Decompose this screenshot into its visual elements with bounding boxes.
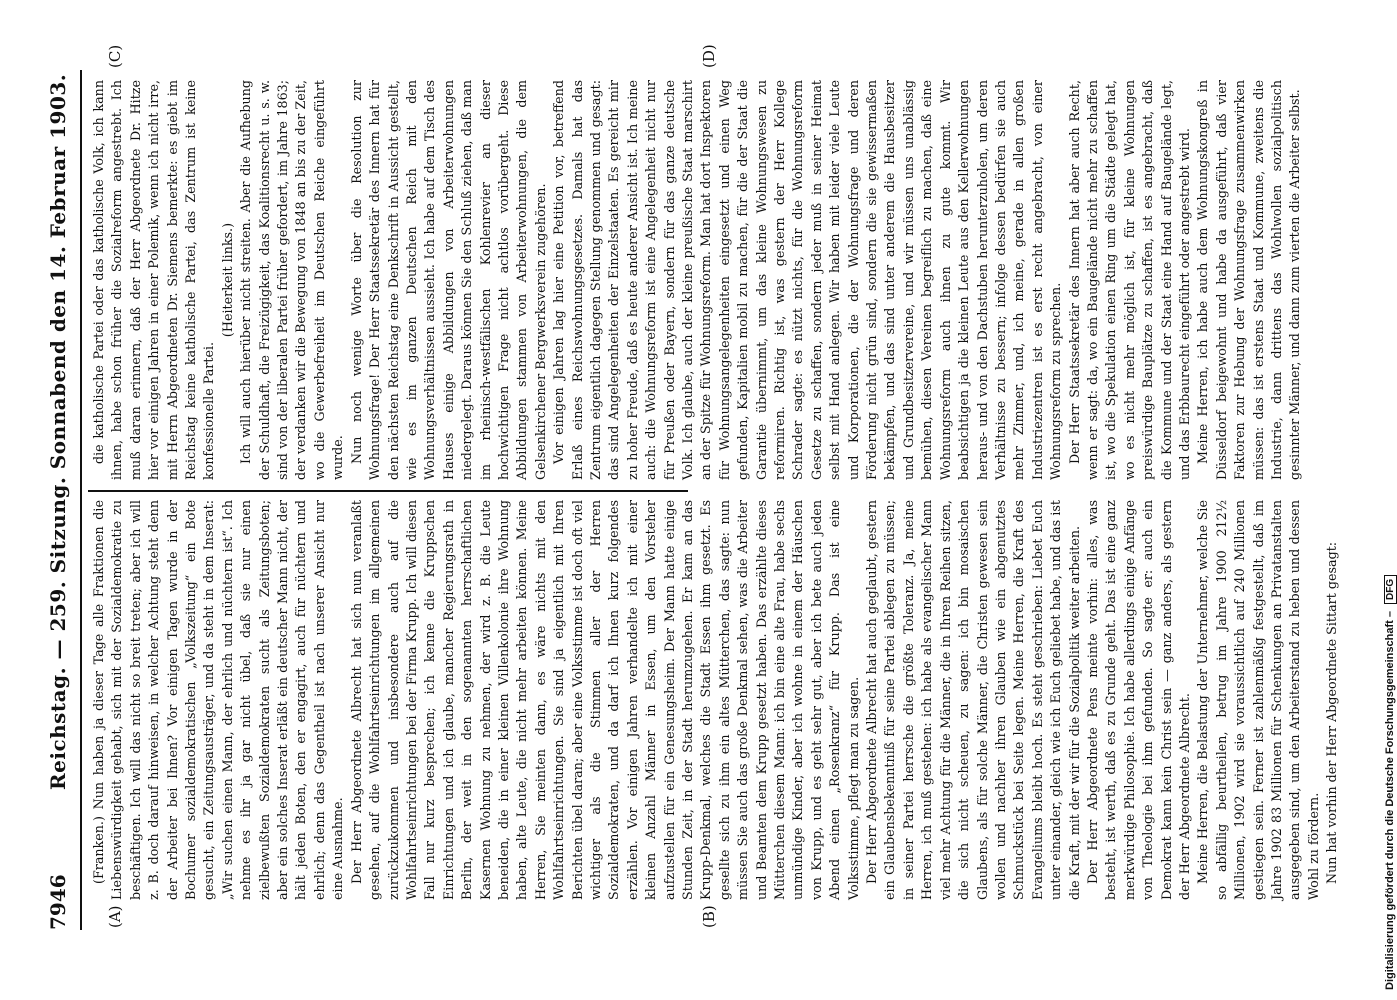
paragraph: Meine Herren, die Belastung der Unternehmer, welche Sie so abfällig beurtheilen, betrug im Jahre 1900 212½ Millionen, 1902 wird sie voraussichtlich auf 240 Millionen gestiegen sein. Ferner ist zahlenmäßig festgestellt, daß im Jahre 1902 83 Millionen für Schenkungen an Privatanstalten ausgegeben sind, um den Arbeiterstand zu heben und dessen Wohl zu fördern. (1195, 500, 1321, 900)
paragraph: die katholische Partei oder das katholische Volk, ich kann ihnen, habe schon früher die Sozialreform angestrebt. Ich muß daran erinnern, daß der Herr Abgeordnete Dr. Hitze hier vor einigen Jahren in einer Polemik, wenn ich nicht irre, mit Herrn Abgeordneten Dr. Siemens bemerkte: es giebt im Reichstag keine katholische Partei, das Zentrum ist keine konfessionelle Partei. (91, 80, 217, 480)
paragraph: Der Herr Staatssekretär des Innern hat aber auch Recht, wenn er sagt: da, wo ein Baugelände nicht mehr zu schaffen ist, wo die Spekulation einen Ring um die Städte gelegt hat, wo es nicht mehr möglich ist, für kleine Wohnungen preiswürdige Bauplätze zu schaffen, ist es angebracht, daß die Kommune und der Staat eine Hand auf Baugelände legt, und das Erbbaurecht eingeführt oder angestrebt wird. (1066, 80, 1192, 480)
paragraph: Der Herr Abgeordnete Pens meinte vorhin: alles, was besteht, ist werth, daß es zu Grunde geht. Das ist eine ganz merkwürdige Philosophie. Ich habe allerdings einige Anfänge von Theologie bei ihm gefunden. So sagte er: auch ein Demokrat kann kein Christ sein — ganz anders, als gestern der Herr Abgeordnete Albrecht. (1084, 500, 1192, 900)
left-column (90, 500, 1342, 900)
paragraph: Der Herr Abgeordnete Albrecht hat auch geglaubt, gestern ein Glaubensbekenntniß für seine Partei ablegen zu müssen; in seiner Partei herrsche die größte Toleranz. Ja, meine Herren, ich muß gestehen: ich habe als evangelischer Mann viel mehr Achtung für die Männer, die in Ihren Reihen sitzen, die sich nicht scheuen, zu sagen: ich bin mosaischen Glaubens, als für solche Männer, die Christen gewesen sein wollen und nachher ihren Glauben wie ein abgenutztes Schmuckstück bei Seite legen. Meine Herren, die Kraft des Evangeliums bleibt hoch. Es steht geschrieben: Liebet Euch unter einander, gleich wie ich Euch geliebet habe, und das ist die Kraft, mit der wir für die Sozialpolitik weiter arbeiten. (864, 500, 1082, 900)
credit-text: Digitalisierung gefördert durch die Deutsche Forschungsgemeinschaft – (1384, 611, 1396, 990)
right-column (90, 80, 1305, 480)
running-title: Reichstag. — 259. Sitzung. Sonnabend den 14. Februar 1903. (46, 73, 70, 790)
paragraph: Vor einigen Jahren lag hier eine Petition vor, betreffend Erlaß eines Reichswohnungsgesetzes. Damals hat das Zentrum eigentlich dagegen Stellung genommen und gesagt: das sind Angelegenheiten der Einzelstaaten. Es gereicht mir zu hoher Freude, daß es heute anderer Ansicht ist. Ich meine auch: die Wohnungsreform ist eine Angelegenheit nicht nur für Preußen oder Bayern, sondern für das ganze deutsche Volk. Ich glaube, auch der kleine preußische Staat marschirt an der Spitze für Wohnungsreform. Man hat dort Inspektoren für Wohnungsangelegenheiten eingesetzt und einen Weg gefunden, Kapitalien mobil zu machen, für die der Staat die Garantie übernimmt, um das kleine Wohnungswesen zu reformiren. Richtig ist, was gestern der Herr Kollege Schrader sagte: es nützt nichts, für die Wohnungsreform Gesetze zu schaffen, sondern jeder muß in seiner Heimat selbst mit Hand anlegen. Wir haben mit leider viele Leute und Korporationen, die der Wohnungsfrage und deren Förderung nicht grün sind, sondern die sie gewissermaßen bekämpfen, und das sind unter anderem die Hausbesitzer und Grundbesitzervereine, und wir müssen uns unablässig bemühen, diesen Vereinen begreiflich zu machen, daß eine Wohnungsreform auch ihnen zu gute kommt. Wir beabsichtigen ja die kleinen Leute aus den Kellerwohnungen heraus- und von den Dachstuben herunterzuholen, um deren Verhältnisse zu bessern; infolge dessen bedürfen sie auch mehr Zimmer, und, ich meine, gerade in allen großen Industriezentren ist es erst recht angebracht, von einer Wohnungsreform zu sprechen. (551, 80, 1064, 480)
paragraph: Meine Herren, ich habe auch dem Wohnungskongreß in Düsseldorf beigewohnt und habe da ausgeführt, daß vier Faktoren zur Hebung der Wohnungsfrage zusammenwirken müssen: das ist erstens Staat und Kommune, zweitens die Industrie, dann drittens das Wohlwollen sozialpolitisch gesinnter Männer, und dann zum vierten die Arbeiter selbst. (1195, 80, 1303, 480)
header-rule (80, 70, 82, 930)
page-number: 7946 (46, 874, 70, 930)
margin-letter-d: (D) (700, 44, 718, 68)
margin-letter-b: (B) (700, 905, 718, 928)
margin-letter-c: (C) (106, 44, 124, 68)
paragraph: (Franken.) Nun haben ja dieser Tage alle Fraktionen die Liebenswürdigkeit gehabt, sich mit der Sozialdemokratie zu beschäftigen. Ich will das nicht so breit treten; aber ich will z. B. doch darauf hinweisen, in welcher Achtung steht denn der Arbeiter bei Ihnen? Vor einigen Tagen wurde in der Bochumer sozialdemokratischen „Volkszeitung“ ein Bote gesucht, ein Zeitungsausträger, und da steht in dem Inserat: „Wir suchen einen Mann, der ehrlich und nüchtern ist“. Ich nehme es ihr ja gar nicht übel, daß sie nur einen zielbewußten Sozialdemokraten sucht als Zeitungsboten; aber ein solches Inserat erläßt ein deutscher Mann nicht, der hält jeden Boten, den er engagirt, auch für nüchtern und ehrlich; denn das Gegentheil ist nach unserer Ansicht nur eine Ausnahme. (91, 500, 346, 900)
column-divider (88, 490, 688, 492)
dfg-logo: DFG (1384, 575, 1397, 604)
margin-letter-a: (A) (106, 905, 124, 928)
paragraph: Nun hat vorhin der Herr Abgeordnete Sittart gesagt: (1324, 541, 1340, 884)
digitization-credit (1384, 10, 1397, 990)
page-header (38, 70, 74, 930)
interjection: (Heiterkeit links.) (219, 222, 235, 338)
paragraph: Ich will auch hierüber nicht streiten. Aber die Aufhebung der Schuldhaft, die Freizügigkeit, das Koalitionsrecht u. s. w. sind von der liberalen Partei früher gefordert, im Jahre 1863; der verdanken wir die Bewegung von 1848 an bis zu der Zeit, wo die Gewerbefreiheit im Deutschen Reiche eingeführt wurde. (238, 80, 346, 480)
paragraph: Nun noch wenige Worte über die Resolution zur Wohnungsfrage! Der Herr Staatssekretär des Innern hat für den nächsten Reichstag eine Denkschrift in Aussicht gestellt, wie es im ganzen Deutschen Reich mit den Wohnungsverhältnissen aussieht. Ich habe auf dem Tisch des Hauses einige Abbildungen von Arbeiterwohnungen niedergelegt. Daraus können Sie den Schluß ziehen, daß man im rheinisch-westfälischen Kohlenrevier an dieser hochwichtigen Frage nicht achtlos vorübergeht. Diese Abbildungen stammen von Arbeiterwohnungen, die dem Gelsenkirchener Bergwerksverein zugehören. (348, 80, 548, 480)
paragraph: Der Herr Abgeordnete Albrecht hat sich nun veranlaßt gesehen, auf die Wohlfahrtseinrichtungen im allgemeinen zurückzukommen und insbesondere auch auf die Wohlfahrtseinrichtungen bei der Firma Krupp. Ich will diesen Fall nur kurz besprechen; ich kenne die Kruppschen Einrichtungen und ich glaube, mancher Regierungsrath in Berlin, der weit in den sogenannten herrschaftlichen Kasernen Wohnung zu nehmen, der wird z. B. die Leute beneiden, die in einer kleinen Villenkolonie ihre Wohnung haben, alte Leute, die nicht mehr arbeiten können. Meine Herren, Sie meinten dann, es wäre nichts mit den Wohlfahrtseinrichtungen. Sie sind ja eigentlich mit Ihren Berichten übel daran; aber eine Volksstimme ist doch oft viel wichtiger als die Stimmen aller der Herren Sozialdemokraten, und da darf ich Ihnen kurz folgendes erzählen. Vor einigen Jahren verhandelte ich mit einer kleinen Anzahl Männer in Essen, um den Vorsteher aufzustellen für ein Genesungsheim. Der Mann hatte einige Stunden Zeit, in der Stadt herumzugehen. Er kam an das Krupp-Denkmal, welches die Stadt Essen ihm gesetzt. Es gesellte sich zu ihm ein altes Mütterchen, das sagte: nun müssen Sie auch das große Denkmal sehen, was die Arbeiter und Beamten dem Krupp gesetzt haben. Das erzählte dieses Mütterchen diesem Mann: ich bin eine alte Frau, habe sechs unmündige Kinder, aber ich wohne in einem der Häuschen von Krupp, und es geht sehr gut, aber ich bete auch jeden Abend einen „Rosenkranz“ für Krupp. Das ist eine Volksstimme, pflegt man zu sagen. (348, 500, 861, 900)
